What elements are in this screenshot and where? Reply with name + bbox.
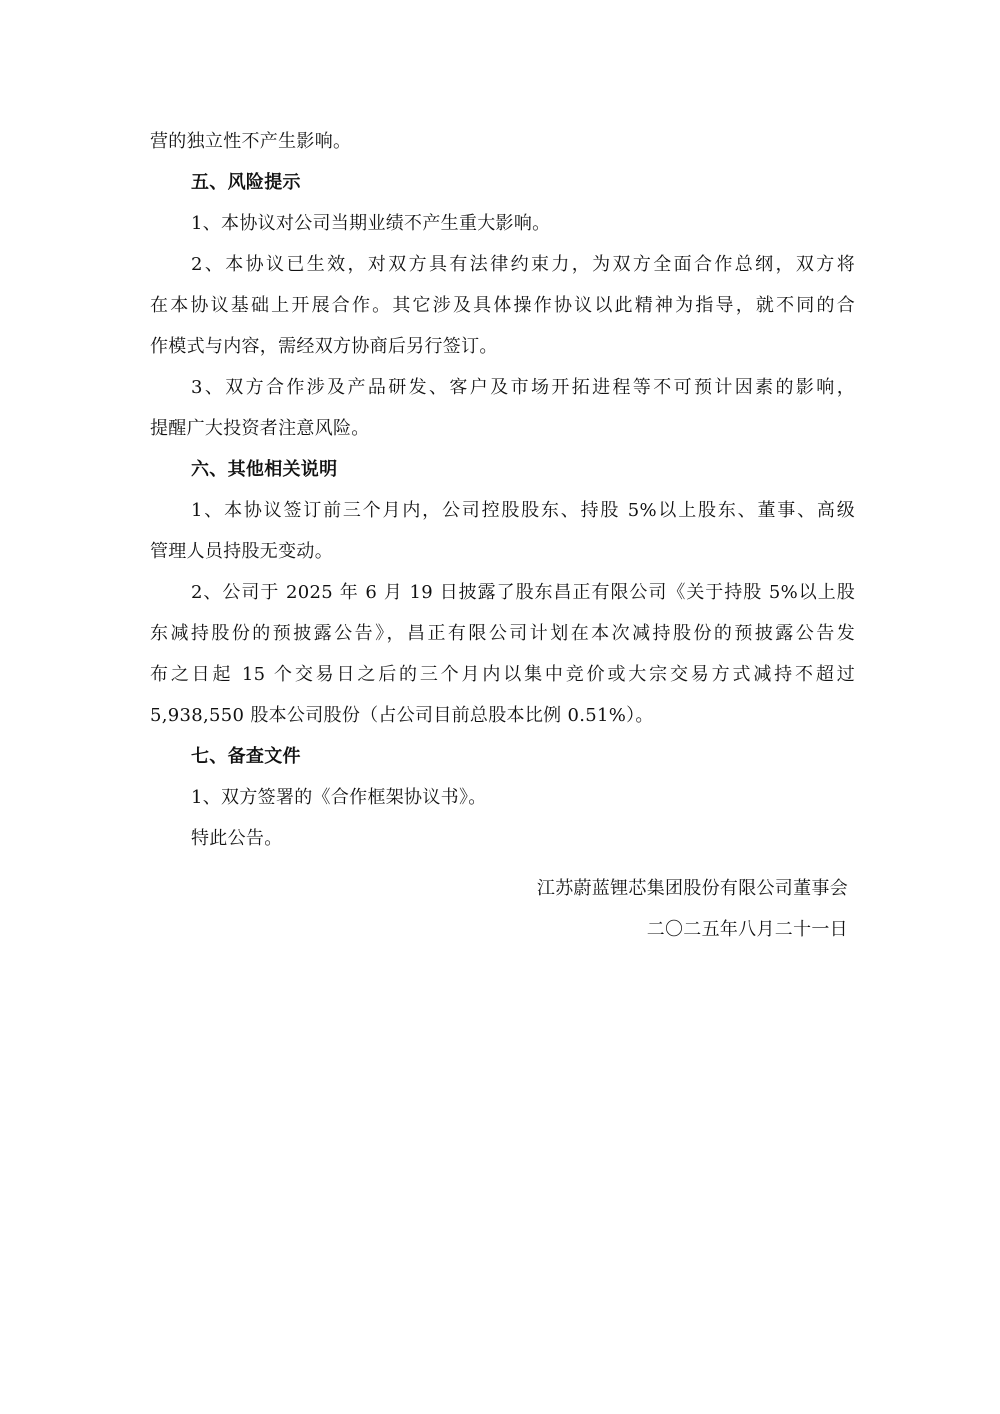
signature-date: 二〇二五年八月二十一日 bbox=[646, 919, 848, 940]
body-text-line: 营的独立性不产生影响。 bbox=[150, 131, 352, 152]
body-text-line: 2、本协议已生效，对双方具有法律约束力，为双方全面合作总纲，双方将 bbox=[191, 254, 855, 275]
section-heading: 五、风险提示 bbox=[191, 172, 301, 193]
section-heading: 七、备查文件 bbox=[191, 746, 301, 767]
body-text-line: 布之日起 15 个交易日之后的三个月内以集中竞价或大宗交易方式减持不超过 bbox=[150, 664, 855, 685]
body-text-line: 在本协议基础上开展合作。其它涉及具体操作协议以此精神为指导，就不同的合 bbox=[150, 295, 855, 316]
section-heading: 六、其他相关说明 bbox=[191, 459, 338, 480]
body-text-line: 1、本协议对公司当期业绩不产生重大影响。 bbox=[191, 213, 551, 234]
body-text-line: 提醒广大投资者注意风险。 bbox=[150, 418, 370, 439]
document-body bbox=[150, 121, 855, 859]
body-text-line: 1、双方签署的《合作框架协议书》。 bbox=[191, 787, 487, 808]
body-text-line: 特此公告。 bbox=[191, 828, 283, 849]
body-text-line: 管理人员持股无变动。 bbox=[150, 541, 333, 562]
body-text-line: 东减持股份的预披露公告》，昌正有限公司计划在本次减持股份的预披露公告发 bbox=[150, 623, 855, 644]
body-text-line: 3、双方合作涉及产品研发、客户及市场开拓进程等不可预计因素的影响， bbox=[191, 377, 855, 398]
body-text-line: 1、本协议签订前三个月内，公司控股股东、持股 5%以上股东、董事、高级 bbox=[191, 500, 855, 521]
body-text-line: 作模式与内容，需经双方协商后另行签订。 bbox=[150, 336, 498, 357]
signature-company: 江苏蔚蓝锂芯集团股份有限公司董事会 bbox=[536, 878, 848, 899]
body-text-line: 2、公司于 2025 年 6 月 19 日披露了股东昌正有限公司《关于持股 5%以上股 bbox=[191, 582, 855, 603]
body-text-line: 5,938,550 股本公司股份（占公司目前总股本比例 0.51%）。 bbox=[150, 705, 654, 726]
